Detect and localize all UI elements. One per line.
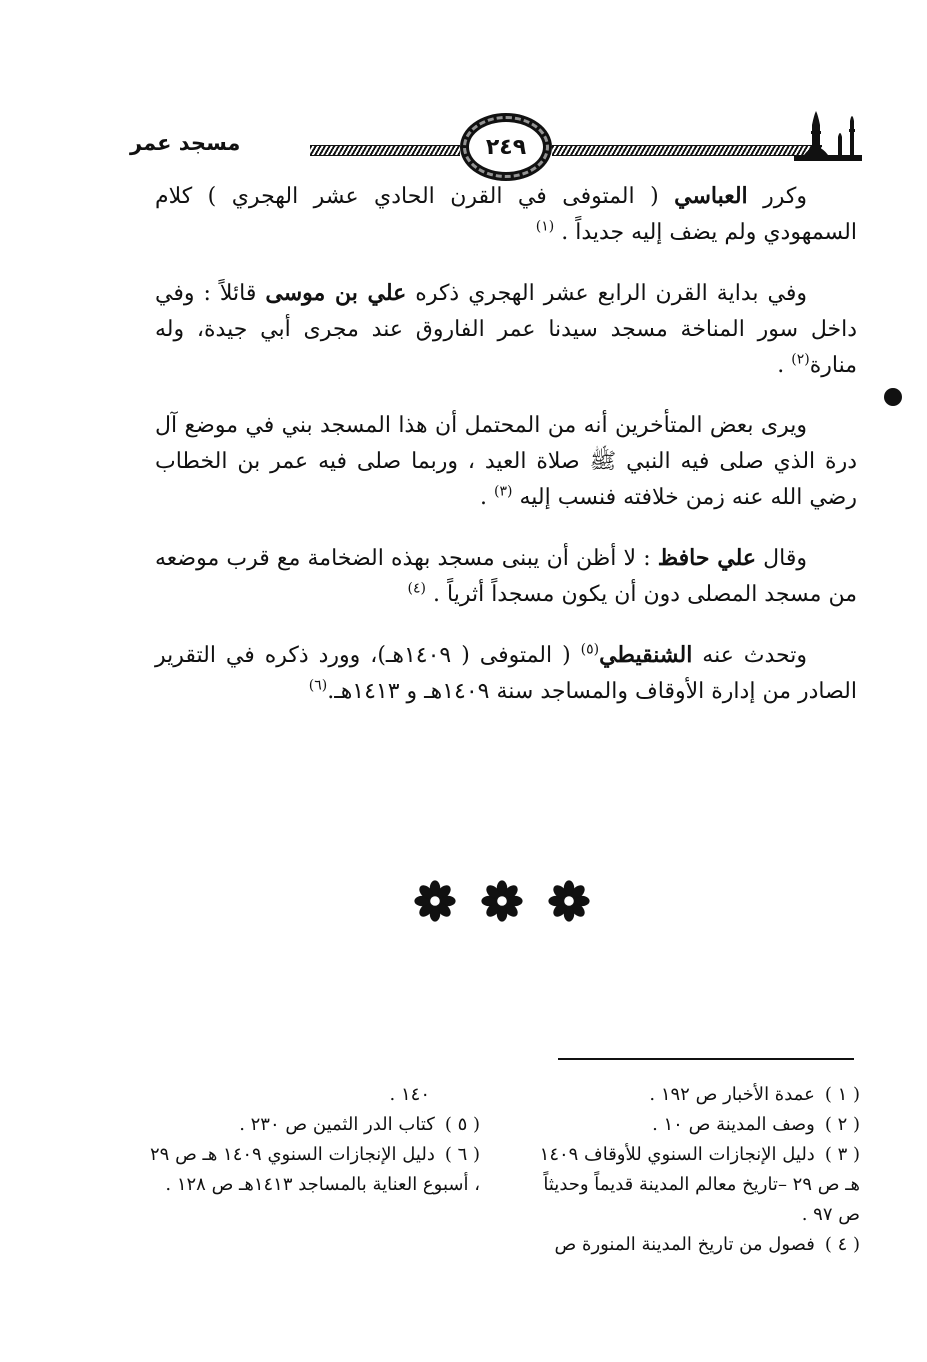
footnote-item: ( ٤ )فصول من تاريخ المدينة المنورة ص — [554, 1234, 860, 1255]
paragraph-5: وتحدث عنه الشنقيطي$^{(٥)}$ ( المتوفى ( ١٤٠٩هـ)، وورد ذكره في التقرير الصادر من إدارة الأوقاف والمساجد سنة ١٤٠٩هـ و ١٤١٣هـ.$^{(٦)}$ — [155, 641, 857, 704]
bold-name: العباسي — [674, 183, 748, 209]
footnote-item: ( ٦ )دليل الإنجازات السنوي ١٤٠٩ هـ ص ٢٩ ، أسبوع العناية بالمساجد ١٤١٣هـ ص ١٢٨ . — [150, 1144, 480, 1195]
bold-name: علي حافظ — [657, 545, 757, 571]
footnote-ref: (٤) — [407, 580, 427, 597]
footnote-separator — [558, 1058, 854, 1060]
running-title: مسجد عمر — [130, 131, 241, 155]
footnote-continuation: ١٤٠ . — [389, 1084, 430, 1105]
bold-name: الشنقيطي — [599, 642, 693, 668]
page-number: ٢٤٩ — [485, 134, 527, 160]
page-header — [110, 105, 870, 175]
page-number-ring — [460, 113, 552, 181]
paragraph-1: وكرر العباسي ( المتوفى في القرن الحادي عشر الهجري ) كلام السمهودي ولم يضف إليه جديداً . $^{(١)}$ — [155, 183, 857, 245]
footnote-ref: (١) — [535, 218, 555, 235]
paragraph-4: وقال علي حافظ : لا أظن أن يبنى مسجد بهذه الضخامة مع قرب موضعه من مسجد المصلى دون أن يكون مسجداً أثرياً . $^{(٤)}$ — [155, 545, 857, 607]
footnote-item: ( ٣ )دليل الإنجازات السنوي للأوقاف ١٤٠٩ هـ ص ٢٩ –تاريخ معالم المدينة قديماً وحديثاً ص ٩٧ . — [539, 1144, 860, 1225]
paragraph-2: وفي بداية القرن الرابع عشر الهجري ذكره علي بن موسى قائلاً : وفي داخل سور المناخة مسجد سيدنا عمر الفاروق عند مجرى أبي جيدة، وله منارة$^{(٢)}$ . — [155, 280, 857, 378]
footnote-item: ( ٢ )وصف المدينة ص ١٠ . — [652, 1114, 860, 1135]
rope-divider-right — [552, 145, 822, 156]
footnotes-left-column — [140, 1080, 480, 1200]
footnotes-right-column — [520, 1080, 860, 1260]
margin-ink-dot — [884, 388, 902, 406]
footnote-item: ( ١ )عمدة الأخبار ص ١٩٢ . — [649, 1084, 860, 1105]
footnote-ref: (٥) — [580, 641, 600, 658]
bold-name: علي بن موسى — [265, 280, 407, 306]
footnote-ref: (٣) — [494, 483, 513, 500]
section-ornaments — [412, 878, 592, 928]
footnote-ref: (٦) — [308, 677, 328, 694]
flower-ornament-icon — [479, 878, 525, 924]
rope-divider-left — [310, 145, 460, 156]
mosque-minarets-icon — [792, 109, 864, 165]
flower-ornament-icon — [412, 878, 458, 924]
footnote-ref: (٢) — [791, 351, 810, 368]
paragraph-3: ويرى بعض المتأخرين أنه من المحتمل أن هذا المسجد بني في موضع آل درة الذي صلى فيه النبي ﷺ صلاة العيد ، وربما صلى فيه عمر بن الخطاب رضي الله عنه زمن خلافته فنسب إليه $^{(٣)}$ . — [155, 413, 857, 510]
main-text — [155, 178, 857, 710]
flower-ornament-icon — [546, 878, 592, 924]
footnote-item: ( ٥ )كتاب الدر الثمين ص ٢٣٠ . — [239, 1114, 480, 1135]
